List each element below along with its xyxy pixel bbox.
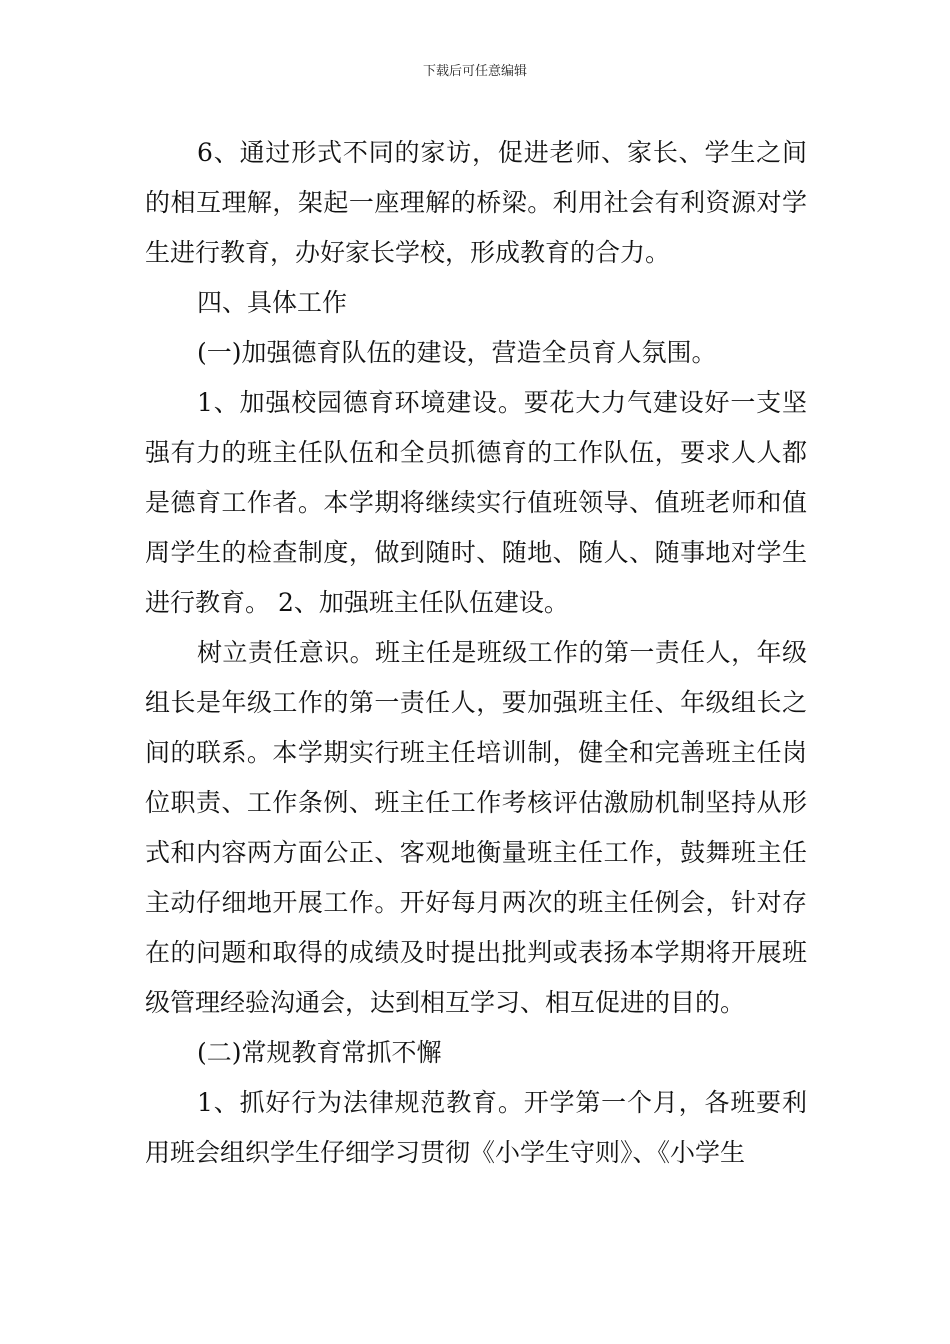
subsection-heading-routine-education: (二)常规教育常抓不懈 bbox=[197, 1038, 442, 1067]
subsection-heading-moral-team: (一)加强德育队伍的建设，营造全员育人氛围。 bbox=[197, 338, 717, 367]
document-body bbox=[145, 128, 807, 1178]
paragraph-responsibility: 树立责任意识。班主任是班级工作的第一责任人，年级组长是年级工作的第一责任人，要加强班主任、年级组长之间的联系。本学期实行班主任培训制，健全和完善班主任岗位职责、工作条例、班主任工作考核评估激励机制坚持从形式和内容两方面公正、客观地衡量班主任工作，鼓舞班主任主动仔细地开展工作。开好每月两次的班主任例会，针对存在的问题和取得的成绩及时提出批判或表扬本学期将开展班级管理经验沟通会，达到相互学习、相互促进的目的。 bbox=[145, 638, 807, 1017]
paragraph-campus-environment: 1、加强校园德育环境建设。要花大力气建设好一支坚强有力的班主任队伍和全员抓德育的工作队伍，要求人人都是德育工作者。本学期将继续实行值班领导、值班老师和值周学生的检查制度，做到随时、随地、随人、随事地对学生进行教育。 2、加强班主任队伍建设。 bbox=[145, 388, 807, 617]
page-header: 下载后可任意编辑 bbox=[422, 64, 527, 79]
paragraph-home-visits: 6、通过形式不同的家访，促进老师、家长、学生之间的相互理解，架起一座理解的桥梁。利用社会有利资源对学生进行教育，办好家长学校，形成教育的合力。 bbox=[145, 138, 807, 267]
section-heading-specific-work: 四、具体工作 bbox=[197, 288, 348, 317]
paragraph-behavior-norms: 1、抓好行为法律规范教育。开学第一个月，各班要利用班会组织学生仔细学习贯彻《小学生守则》、《小学生 bbox=[145, 1088, 807, 1167]
